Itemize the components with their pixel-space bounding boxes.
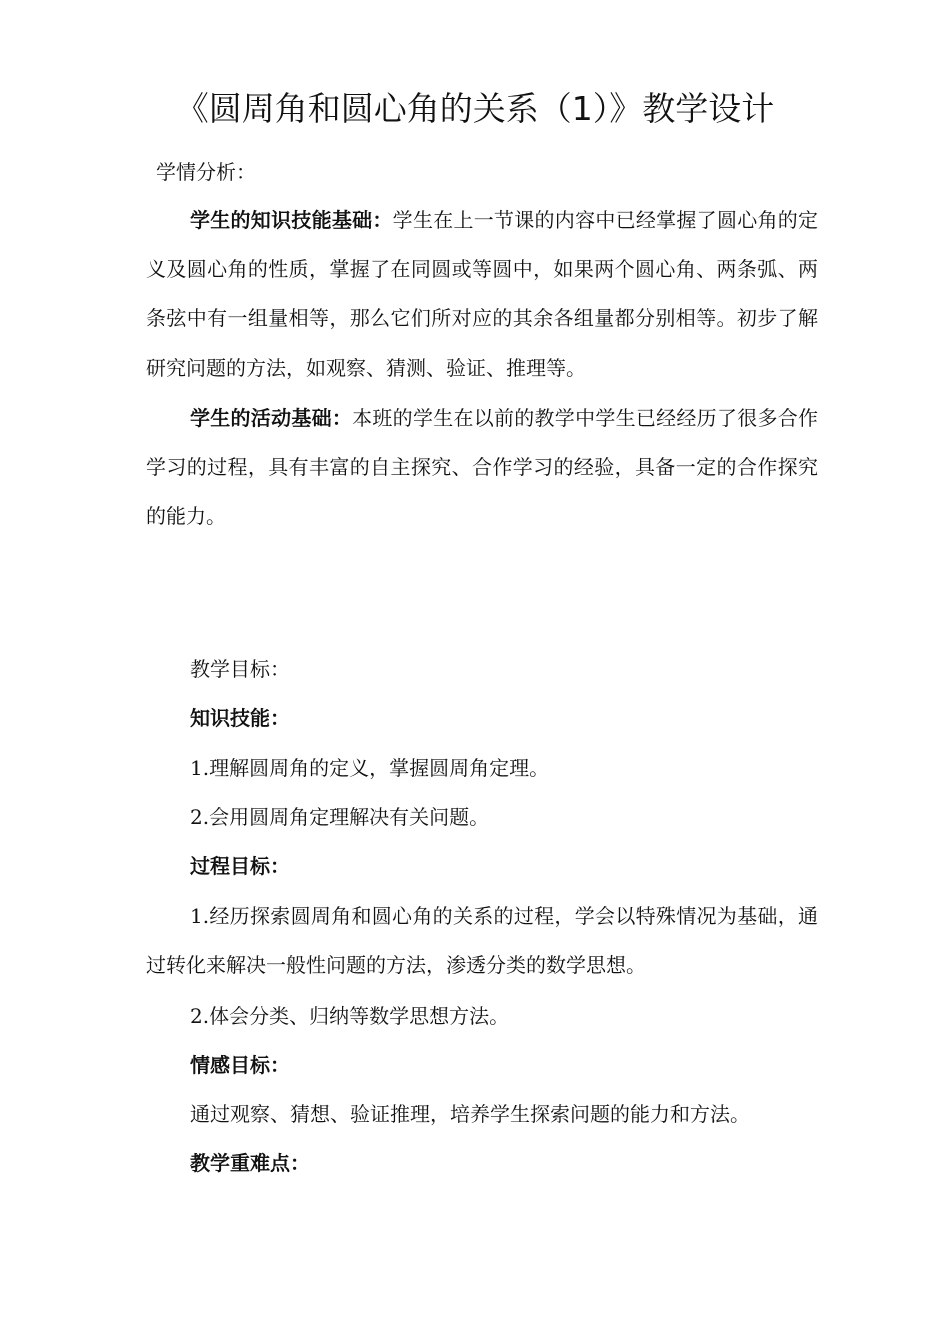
knowledge-skills-item-2: 2.会用圆周角定理解决有关问题。 (190, 805, 490, 829)
key-points-heading: 教学重难点： (190, 1151, 310, 1175)
process-goals-item-2: 2.体会分类、归纳等数学思想方法。 (190, 1004, 510, 1028)
activity-base-text: 本班的学生在以前的教学中学生已经经历了很多合作学习的过程，具有丰富的自主探究、合作学习的经验，具备一定的合作探究的能力。 (146, 406, 819, 529)
student-analysis-heading: 学情分析： (156, 160, 256, 184)
emotional-goals-heading: 情感目标： (190, 1053, 290, 1077)
process-goals-item-1: 1.经历探索圆周角和圆心角的关系的过程，学会以特殊情况为基础，通过转化来解决一般性问题的方法，渗透分类的数学思想。 (146, 904, 818, 978)
document-title: 《圆周角和圆心角的关系（1）》教学设计 (175, 89, 775, 128)
knowledge-base-paragraph (146, 196, 818, 393)
knowledge-skills-item-1: 1.理解圆周角的定义，掌握圆周角定理。 (190, 756, 550, 780)
knowledge-base-text: 学生在上一节课的内容中已经掌握了圆心角的定义及圆心角的性质，掌握了在同圆或等圆中，如果两个圆心角、两条弧、两条弦中有一组量相等，那么它们所对应的其余各组量都分别相等。初步了解研究问题的方法，如观察、猜测、验证、推理等。 (146, 208, 819, 380)
activity-base-lead: 学生的活动基础： (190, 406, 353, 430)
emotional-goals-text: 通过观察、猜想、验证推理，培养学生探索问题的能力和方法。 (190, 1102, 750, 1126)
teaching-goals-heading: 教学目标： (190, 657, 290, 681)
process-goals-heading: 过程目标： (190, 854, 290, 878)
activity-base-paragraph (146, 394, 818, 542)
knowledge-skills-heading: 知识技能： (190, 706, 290, 730)
knowledge-base-lead: 学生的知识技能基础： (190, 208, 393, 232)
